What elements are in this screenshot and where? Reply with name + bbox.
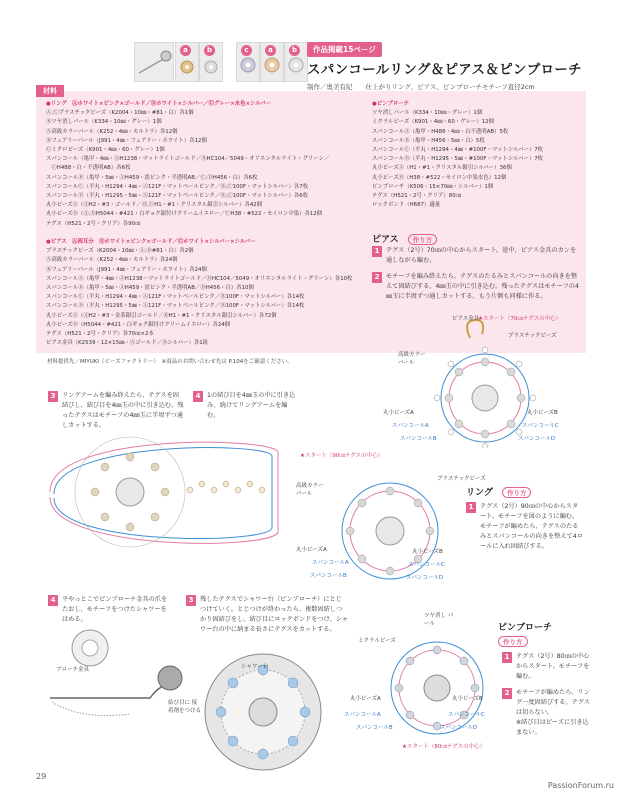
photo-tag: c xyxy=(241,45,252,56)
ring-pearl-label: 高級カラーパール xyxy=(296,483,324,497)
brooch-matte-pearl-label: ツヤ消し パール xyxy=(424,613,454,627)
earring-seq-c-label: スパンコールC xyxy=(522,423,559,429)
material-item: Ⓐ高級カラーパール（K252・4㎜・カルトラ）各24個 xyxy=(46,257,178,264)
step-text: 残したテグスでシャワー台（ピンブローチ）にとじつけていく。とじつけが終わったら、複数固結しつかり固結びをし、結び目にロックボンドをつけ、シャワー台の中に納まる長さにテグスをカットする。 xyxy=(200,596,349,633)
material-item: ピンブローチ（K506・15×70㎜・シルバー）1個 xyxy=(372,183,494,190)
material-item: ⒸH488・白・不透明AB）各6枚 xyxy=(46,165,131,172)
brooch-center-pearl-icon xyxy=(424,675,450,701)
brooch-photo-icon xyxy=(135,43,173,81)
ring-seq-a-label: スパンコールA xyxy=(312,560,349,566)
ring-seq-d-label: スパンコールD xyxy=(406,575,444,581)
photo-tag: b xyxy=(204,45,215,56)
ring-howto-badge: 作り方 xyxy=(502,487,532,498)
brooch-step-4 xyxy=(48,595,176,625)
step-number: 4 xyxy=(48,595,58,606)
brooch-step-3 xyxy=(186,595,352,635)
earring-materials-list xyxy=(46,238,352,348)
material-item: プラスチックビーズ（K2004・10㎜・Ⓐ,Ⓑ#81・白）各2個 xyxy=(46,248,194,255)
earring-seq-d-label: スパンコールD xyxy=(518,436,556,442)
page-title: スパンコールリング＆ピアス＆ピンブローチ xyxy=(307,62,582,78)
material-item: 丸小ビーズⒷ（H5044・#421・白ギョク銀付けクリームイエロー）各24個 xyxy=(46,321,231,328)
step-text: モチーフを編み終えたら、テグスのたるみとスパンコールの向きを整えて固結びする。4㎜玉の中に引き込む。残ったテグスはモチーフの4㎜玉に半周ずつ通しカットする。もう片側も同様に作る。 xyxy=(386,273,579,300)
brooch-seq-a-label: スパンコールA xyxy=(344,712,381,718)
brooch-start-label: ★スタート（80㎝テグスの中心） xyxy=(402,744,486,750)
ring-start-label: ★スタート（90㎝テグスの中心） xyxy=(300,453,384,459)
material-item: Ⓐ,Ⓒプラスチックビーズ（K2004・10㎜・#81・白）各1個 xyxy=(46,110,194,117)
step-number: 3 xyxy=(186,595,196,606)
material-item: スパンコールⒸ（平丸・H1294・4㎜・Ⓐ121F・マットペールピンク／Ⓑ100F・マットシルバー）各14枚 xyxy=(46,294,305,301)
material-item: Ⓐ高級カラーパール（K252・4㎜・カルトラ）各12個 xyxy=(46,128,178,135)
material-item: Ⓑツヤ消しパール（K334・10㎜・グレー）1個 xyxy=(46,119,162,126)
earring-step-2 xyxy=(372,272,587,302)
material-item: 丸小ビーズⒷ（H38・#522・セイロン中染水色）12個 xyxy=(372,174,507,181)
step-text: 1の結び目を4㎜玉の中に引き込み、続けてリングアームを編む。 xyxy=(207,392,296,419)
step-text: テグス（2号）80㎝の中心からスタート。モチーフを編む。 xyxy=(516,653,590,680)
earring-a-bead-label: 丸小ビーズA xyxy=(383,410,414,416)
step-text: テグス（2号）90㎝の中心からスタート。モチーフを図のように編む。モチーフが編めたら、テグスのたるみとスパンコールの向きを整えて4ロールに入れ固結びする。 xyxy=(480,503,583,550)
brooch-seq-b-label: スパンコールB xyxy=(356,725,393,731)
watermark: PassionForum.ru xyxy=(547,781,614,790)
earring-step-1 xyxy=(372,246,587,266)
material-item: スパンコールⒸ（平丸・H1294・4㎜・#100F・マットシルバー）7枚 xyxy=(372,147,544,154)
material-item: スパンコールⒷ（亀甲・5㎜・ⒶH459・淡ピンク・半透明AB／ⒷH456・白）各10個 xyxy=(46,285,254,292)
material-item: スパンコール（亀甲・4㎜・ⒶH1238・マットライトゴールド／ⒷHC104／5049・オリエンタルライト・グリーン／ xyxy=(46,156,330,163)
brooch-b-bead-label: 丸小ビーズB xyxy=(452,696,483,702)
product-photo-brooch xyxy=(134,42,174,82)
earring-howto-badge: 作り方 xyxy=(408,234,438,245)
material-item: スパンコールⒶ（亀甲・H488・4㎜・白不透明AB）5枚 xyxy=(372,128,509,135)
photo-tag: a xyxy=(265,45,276,56)
step-text: モチーフが編めたら、リング一度固結びする。テグスは切らない。 xyxy=(516,689,590,716)
material-item: ミクラルビーズ（K901・4㎜・60・グレー）12個 xyxy=(372,119,494,126)
earring-seq-a-label: スパンコールA xyxy=(392,423,429,429)
ring-plastic-label: プラスチックビーズ xyxy=(437,476,486,482)
materials-label: 材料 xyxy=(36,85,64,97)
brooch-pin-diagram xyxy=(40,628,190,738)
ring-arm-diagram xyxy=(40,432,285,562)
photo-tag: b xyxy=(289,45,300,56)
brooch-fitting-label: ブローチ金具 xyxy=(56,667,90,673)
brooch-glue-label: 結び目に 接着剤をつける xyxy=(168,700,202,714)
earring-fitting-label: ピアス金具 xyxy=(452,316,480,322)
brooch-heading-text: ピンブローチ xyxy=(498,623,553,633)
ring-seq-b-label: スパンコールB xyxy=(310,573,347,579)
page-reference-badge: 作品掲載15ページ xyxy=(307,42,382,57)
material-item: テグス（H521・2号・クリア）各70㎝×2本 xyxy=(46,331,154,338)
ring-a-bead-label: 丸小ビーズA xyxy=(296,547,327,553)
step-text: 平やっとこでピンブローチ金具の爪をたおし、モチーフをつけたシャワーをはめる。 xyxy=(62,596,168,623)
material-item: スパンコールⒷ（亀甲・5㎜・ⒶH459・淡ピンク・半透明AB／Ⓒ,ⒹH456・白）各6枚 xyxy=(46,174,258,181)
brooch-step-note xyxy=(516,718,594,738)
brooch-materials-list xyxy=(372,100,543,210)
material-item: スパンコールⒹ（平丸・H1295・5㎜・Ⓐ121F・マットペールピンク／Ⓑ,Ⓒ100F・マットシルバー）各6枚 xyxy=(46,193,309,200)
step-number: 2 xyxy=(372,272,382,283)
ring-step-4 xyxy=(193,391,303,421)
step-text: テグス（2号）70㎝の中心からスタート。途中、ピアス金具のカンを通しながら編む。 xyxy=(386,247,577,264)
brooch-step-2 xyxy=(502,688,594,718)
brooch-step-1 xyxy=(502,652,594,682)
photo-tag: a xyxy=(180,45,191,56)
material-item: 丸小ビーズⒷ（Ⓐ,ⒷH5044・#421・白ギョク銀付けクリームイエロー／ⒸH38・#522・セイロン中染）各12個 xyxy=(46,211,323,218)
step-text: リングアームを編み終えたら、テグスを固結びし、結び目を4㎜玉の中に引き込む。残ったテグスはモチーフの4㎜玉に半周ずつ通しカットする。 xyxy=(62,392,184,429)
material-item: スパンコールⒹ（平丸・H1295・5㎜・#100F・マットシルバー）7枚 xyxy=(372,156,544,163)
earring-materials-heading: ●ピアス Ⓐ両耳分 Ⓑホワイト×ピンク×ゴールド／Ⓒホワイト×シルバー×シルバー xyxy=(46,239,256,245)
material-item: Ⓑフェアリーパール（J991・4㎜・フェアリー・ホワイト）各12個 xyxy=(46,137,207,144)
material-item: スパンコールⒷ（亀甲・H456・5㎜・白）5枚 xyxy=(372,137,485,144)
ring-heading-text: リング xyxy=(466,488,493,498)
material-item: ロックボンド（H687）適量 xyxy=(372,202,441,209)
ring-step-3 xyxy=(48,391,188,431)
earring-plastic-label: プラスチックビーズ xyxy=(508,333,557,339)
ring-center-bead-icon xyxy=(376,517,404,545)
page-number: 29 xyxy=(36,772,47,781)
brooch-micro-label: ミクラルビーズ xyxy=(358,638,396,644)
brooch-materials-heading: ●ピンブローチ xyxy=(372,101,410,107)
material-item: 丸小ビーズⒶ（H1・#1・クリスタル銀引シルバー）36個 xyxy=(372,165,512,172)
material-item: Ⓑフェアリーパール（J991・4㎜・フェアリー・ホワイト）各24個 xyxy=(46,266,207,273)
earring-heading-text: ピアス xyxy=(372,235,399,245)
credit-line: 制作／奥美有紀 仕上がりリング、ピアス、ピンブローチモチーフ直径2cm xyxy=(307,83,535,91)
step-number: 1 xyxy=(502,652,512,663)
brooch-seq-c-label: スパンコールC xyxy=(448,712,485,718)
material-item: スパンコールⒸ（平丸・H1294・4㎜・Ⓐ121F・マットペールピンク／Ⓑ,Ⓒ100F・マットシルバー）各7枚 xyxy=(46,183,309,190)
brooch-heading xyxy=(498,620,552,633)
brooch-seq-d-label: スパンコールD xyxy=(440,725,478,731)
material-item: ツヤ消しパール（K334・10㎜・グレー）1個 xyxy=(372,110,483,117)
ring-materials-list xyxy=(46,100,329,229)
material-item: スパンコールⒶ（亀甲・4㎜・ⒶH1238・マットライトゴールド／ⒷHC104／5049・オリエンタルライト・グリーン）各10枚 xyxy=(46,275,353,282)
step-number: 1 xyxy=(466,502,476,513)
ring-step-1 xyxy=(466,502,588,552)
step-number: 2 xyxy=(502,688,512,699)
material-item: スパンコールⒹ（平丸・H1295・5㎜・Ⓐ121F・マットペールピンク／Ⓑ100F・マットシルバー）各14枚 xyxy=(46,303,305,310)
earring-heading xyxy=(372,232,437,245)
brooch-shower-label: シャワー台 xyxy=(241,664,269,670)
earring-hook-icon xyxy=(467,320,483,338)
material-item: 丸小ビーズⒶ（ⒶH2・#3・金茶銀引ゴールド／ⒷH1・#1・クリスタル銀引シルバー）各72個 xyxy=(46,312,277,319)
material-item: ピアス金具（K2539・12×15㎜・Ⓐゴールド／Ⓑシルバー）各1組 xyxy=(46,340,209,347)
supplier-note: 材料提供先／MIYUKI（ビーズファクトリー） ※商品のお問い合わせ先は P.104をご確認ください。 xyxy=(47,359,293,365)
earring-seq-b-label: スパンコールB xyxy=(400,436,437,442)
earring-b-bead-label: 丸小ビーズB xyxy=(527,410,558,416)
material-item: テグス（H521・2号・クリア）各90㎝ xyxy=(46,220,141,227)
step-number: 4 xyxy=(193,391,203,402)
material-item: Ⓒミクロビーズ（K901・4㎜・60・グレー）1個 xyxy=(46,147,165,154)
material-item: 丸小ビーズⒶ（ⒶH2・#3・ゴールド／Ⓑ,ⒸH1・#1・クリスタル銀引シルバー）各42個 xyxy=(46,202,263,209)
earring-start-label: ★スタート（70㎝テグスの中心） xyxy=(478,316,562,322)
ring-materials-heading: ●リング Ⓐホワイト×ピンク×ゴールド／Ⓑホワイト×シルバー／Ⓒグレー×水色×シルバー xyxy=(46,101,272,107)
material-item: テグス（H521・2号・クリア）80㎝ xyxy=(372,193,462,200)
brooch-a-bead-label: 丸小ビーズA xyxy=(350,696,381,702)
step-number: 1 xyxy=(372,246,382,257)
step-number: 3 xyxy=(48,391,58,402)
brooch-howto-badge: 作り方 xyxy=(498,636,528,647)
earring-pearl-label: 高級カラーパール xyxy=(398,352,426,366)
step-note-text: ※結び目はビーズに引き込まない。 xyxy=(516,719,589,736)
brooch-cap-icon xyxy=(158,666,182,690)
ring-seq-c-label: スパンコールC xyxy=(408,562,445,568)
ring-heading xyxy=(466,485,531,498)
ring-b-bead-label: 丸小ビーズB xyxy=(412,549,443,555)
plastic-bead-icon xyxy=(472,385,498,411)
